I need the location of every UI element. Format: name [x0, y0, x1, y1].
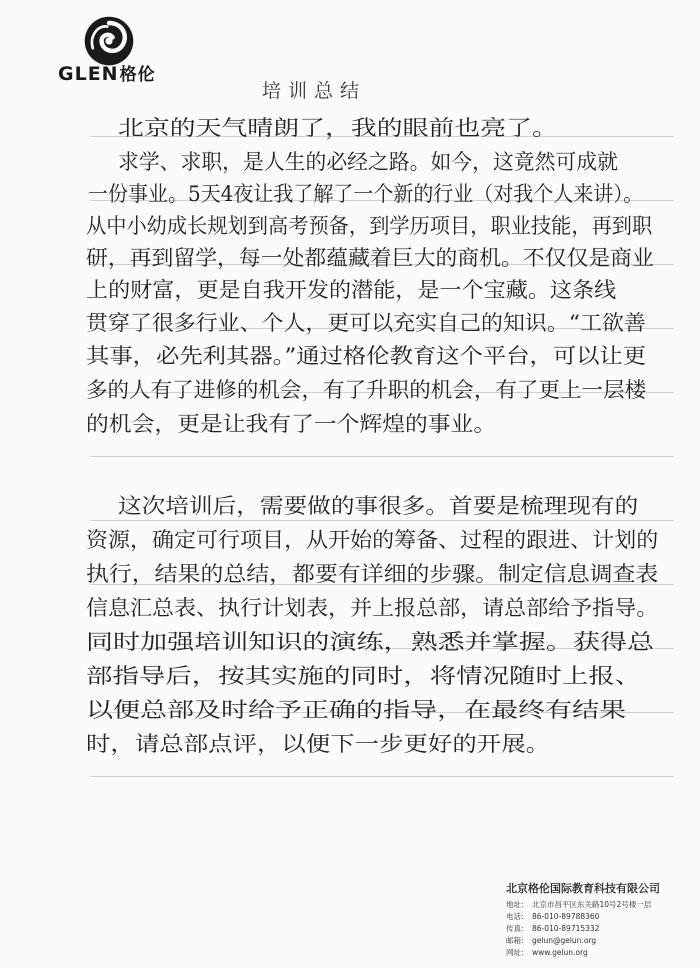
footer-address: 地址: 北京市昌平区东关路10号2号楼一层	[506, 900, 652, 909]
body-line: 资源，确定可行项目，从开始的筹备、过程的跟进、计划的	[86, 528, 659, 552]
body-line: 其事，必先利其器。”通过格伦教育这个平台，可以让更	[86, 344, 647, 368]
body-line: 北京的天气晴朗了，我的眼前也亮了。	[118, 116, 558, 140]
ruled-line	[90, 520, 674, 521]
body-line: 的机会，更是让我有了一个辉煌的事业。	[86, 412, 497, 436]
ruled-line	[90, 456, 674, 457]
footer-website: 网址: www.gelun.org	[506, 948, 588, 957]
body-line: 一份事业。5天4夜让我了解了一个新的行业（对我个人来讲）。	[88, 182, 644, 206]
logo-latin-text: GLEN	[58, 63, 119, 85]
ruled-line	[90, 776, 674, 777]
page-title: 培训总结	[262, 80, 367, 102]
body-line: 多的人有了进修的机会，有了升职的机会，有了更上一层楼	[86, 378, 647, 402]
footer-fax: 传真: 86-010-89715332	[506, 924, 600, 933]
body-line: 部指导后，按其实施的同时，将情况随时上报、	[86, 664, 642, 688]
body-line: 从中小幼成长规划到高考预备，到学历项目，职业技能，再到职	[86, 214, 653, 238]
footer-company-name: 北京格伦国际教育科技有限公司	[506, 882, 660, 895]
body-line: 这次培训后，需要做的事很多。首要是梳理现有的	[118, 494, 639, 518]
body-line: 同时加强培训知识的演练，熟悉并掌握。获得总	[86, 630, 655, 654]
body-line: 执行，结果的总结，都要有详细的步骤。制定信息调查表	[86, 562, 659, 586]
body-line: 信息汇总表、执行计划表，并上报总部，请总部给予指导。	[86, 596, 659, 620]
footer-email: 邮箱: gelun@gelun.org	[506, 936, 597, 945]
footer-phone: 电话: 86-010-89788360	[506, 912, 600, 921]
company-footer	[506, 880, 660, 959]
body-line: 上的财富，更是自我开发的潜能，是一个宝藏。这条线	[86, 278, 617, 302]
body-line: 研，再到留学，每一处都蕴藏着巨大的商机。不仅仅是商业	[86, 246, 654, 270]
body-line: 贯穿了很多行业、个人，更可以充实自己的知识。“工欲善	[86, 311, 646, 335]
body-line: 时，请总部点评，以便下一步更好的开展。	[86, 732, 551, 756]
logo-chinese-text: 格伦	[119, 65, 156, 85]
body-line: 求学、求职，是人生的必经之路。如今，这竟然可成就	[118, 150, 618, 174]
body-line: 以便总部及时给予正确的指导，在最终有结果	[86, 698, 627, 722]
company-logo-wordmark	[58, 60, 156, 85]
